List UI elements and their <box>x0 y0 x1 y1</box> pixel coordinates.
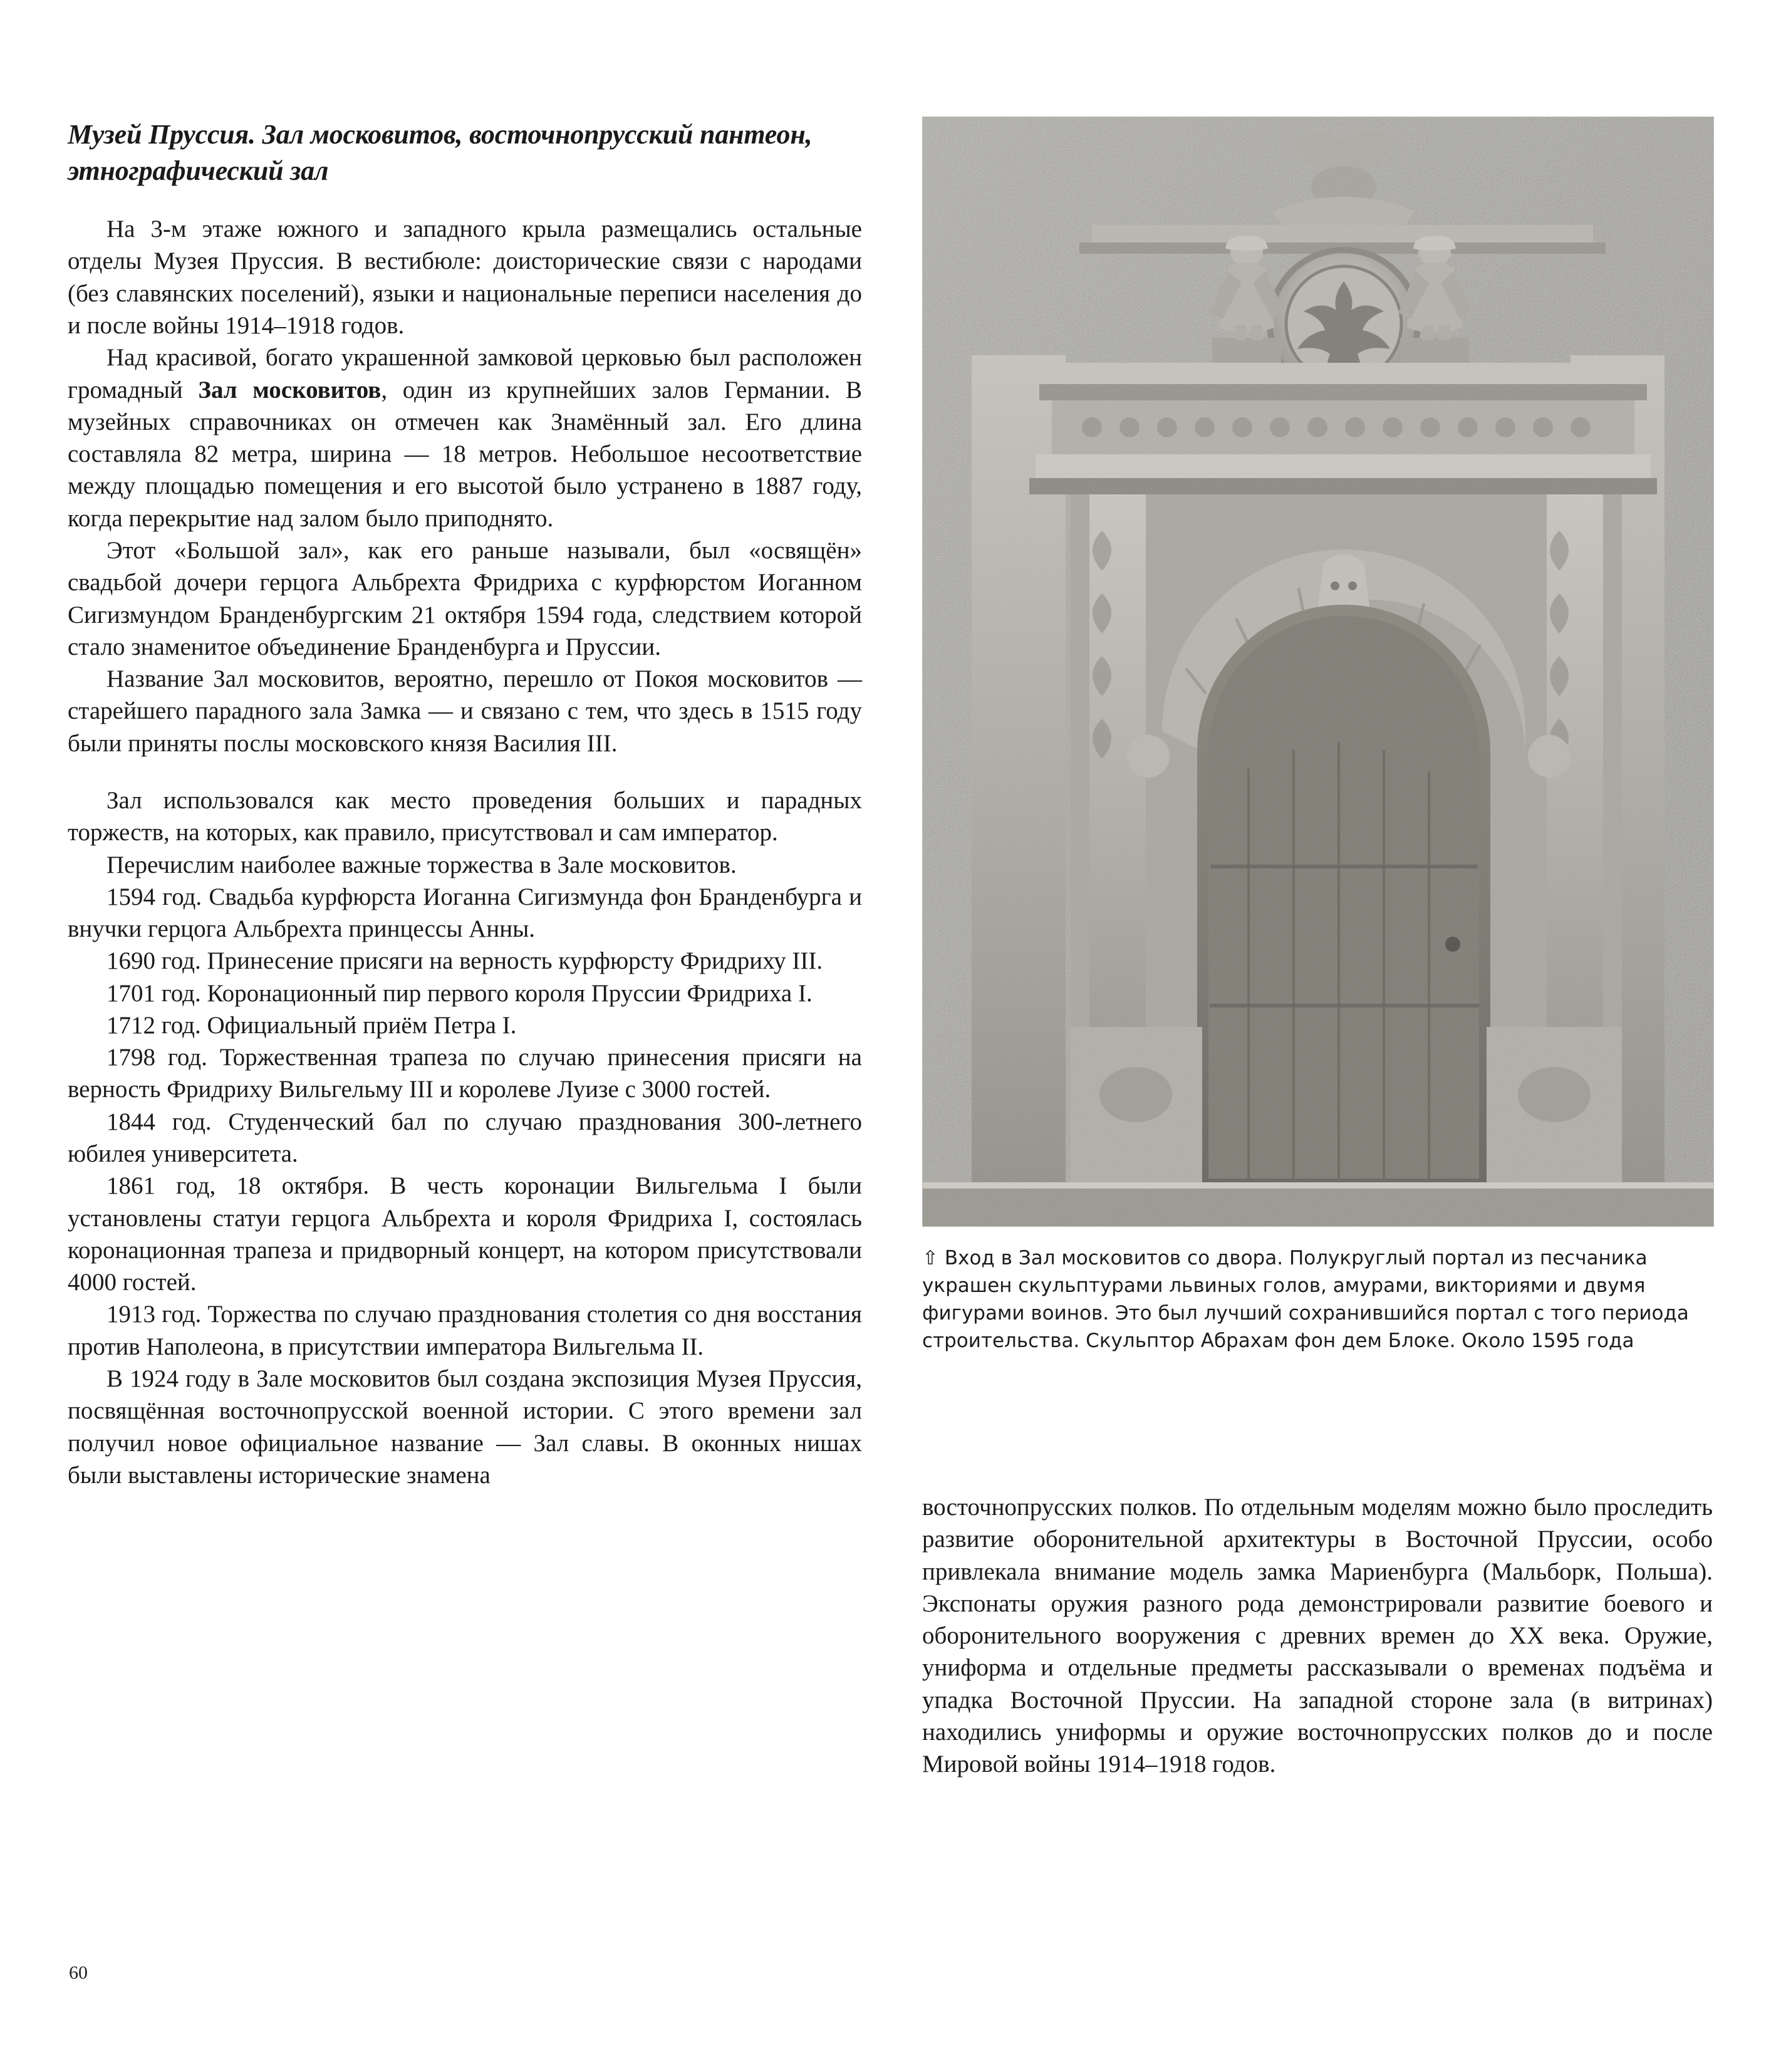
paragraph-11: 1798 год. Торжественная трапеза по случаю принесения присяги на верность Фридриху Вильгельму III и королеве Луизе с 3000 гостей. <box>68 1044 862 1103</box>
photograph <box>922 117 1714 1227</box>
paragraph-15: В 1924 году в Зале московитов был создана экспозиция Музея Пруссия, посвящённая восточнопрусской военной истории. С этого времени зал получил новое официальное название — Зал славы. В оконных нишах были выставлены исторические знамена <box>68 1365 862 1489</box>
right-column-continuation <box>922 1491 1713 1781</box>
page-number: 60 <box>69 1962 88 1983</box>
paragraph-8: 1690 год. Принесение присяги на верность курфюрсту Фридриху III. <box>106 947 823 975</box>
paragraph-9: 1701 год. Коронационный пир первого короля Пруссии Фридриха I. <box>106 979 813 1007</box>
figure-caption <box>922 1244 1713 1355</box>
paragraph-1: На 3-м этаже южного и западного крыла размещались остальные отделы Музея Пруссия. В вестибюле: доисторические связи с народами (без славянских поселений), языки и национальные переписи населения до и после войны 1914–1918 годов. <box>68 216 862 339</box>
paragraph-5: Зал использовался как место проведения больших и парадных торжеств, на которых, как правило, присутствовал и сам император. <box>68 786 862 846</box>
paragraph-10: 1712 год. Официальный приём Петра I. <box>106 1011 517 1039</box>
continuation-paragraph: восточнопрусских полков. По отдельным моделям можно было проследить развитие оборонительной архитектуры в Восточной Пруссии, особо привлекала внимание модель замка Мариенбурга (Мальборк, Польша). Экспонаты оружия разного рода демонстрировали развитие боевого и оборонительного вооружения с древних времен до XX века. Оружие, униформа и отдельные предметы рассказывали о временах подъёма и упадка Восточной Пруссии. На западной стороне зала (в витринах) находились униформы и оружие восточнопрусских полков до и после Мировой войны 1914–1918 годов. <box>922 1494 1713 1778</box>
page-title: Музей Пруссия. Зал московитов, восточнопрусский пантеон, этнографический зал <box>68 119 813 187</box>
left-column <box>68 117 862 1491</box>
emphasised-term: Зал московитов <box>198 376 382 403</box>
paragraph-4: Название Зал московитов, вероятно, перешло от Покоя московитов — старейшего парадного зала Замка — и связано с тем, что здесь в 1515 году были приняты послы московского князя Василия III. <box>68 665 862 757</box>
figure-caption-text: Вход в Зал московитов со двора. Полукруглый портал из песчаника украшен скульптурами львиных голов, амурами, викториями и двумя фигурами воинов. Это был лучший сохранившийся портал с того периода строительства. Скульптор Абрахам фон дем Блоке. Около 1595 года <box>922 1247 1689 1353</box>
paragraph-2 <box>68 341 862 534</box>
paragraph-7: 1594 год. Свадьба курфюрста Иоганна Сигизмунда фон Бранденбурга и внучки герцога Альбрехта принцессы Анны. <box>68 883 862 943</box>
paragraph-2-text: Над красивой, богато украшенной замковой церковью был расположен громадный Зал московитов, один из крупнейших залов Германии. В музейных справочниках он отмечен как Знамённый зал. Его длина составляла 82 метра, ширина — 18 метров. Небольшое несоответствие между площадью помещения и его высотой было устранено в 1887 году, когда перекрытие над залом было приподнято. <box>68 344 863 532</box>
paragraph-6: Перечислим наиболее важные торжества в Зале московитов. <box>106 851 737 878</box>
paragraph-3: Этот «Большой зал», как его раньше называли, был «освящён» свадьбой дочери герцога Альбрехта Фридриха с курфюрстом Иоганном Сигизмундом Бранденбургским 21 октября 1594 года, следствием которой стало знаменитое объединение Бранденбурга и Пруссии. <box>68 536 862 660</box>
paragraph-12: 1844 год. Студенческий бал по случаю празднования 300-летнего юбилея университета. <box>68 1108 862 1168</box>
paragraph-13: 1861 год, 18 октября. В честь коронации Вильгельма I были установлены статуи герцога Альбрехта и короля Фридриха I, состоялась коронационная трапеза и придворный концерт, на котором присутствовали 4000 гостей. <box>68 1172 862 1296</box>
right-column <box>922 117 1713 1355</box>
figure-portal <box>922 117 1713 1355</box>
up-arrow-icon: ⇧ <box>922 1247 938 1269</box>
paragraph-14: 1913 год. Торжества по случаю празднования столетия со дня восстания против Наполеона, в присутствии императора Вильгельма II. <box>68 1301 862 1360</box>
portal-photo-illustration <box>923 117 1713 1226</box>
